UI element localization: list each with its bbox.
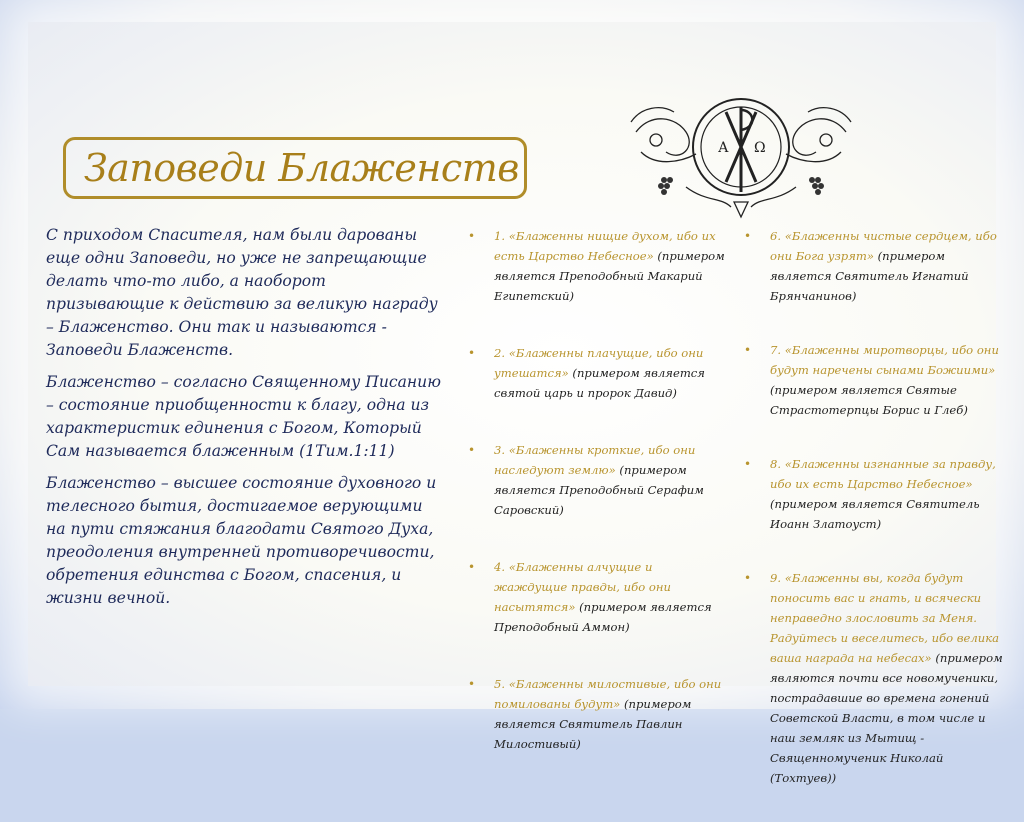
page-title: Заповеди Блаженств <box>84 146 519 190</box>
bullet-icon: • <box>468 677 476 691</box>
bullet-icon: • <box>744 343 752 357</box>
beatitudes-column-right <box>742 226 1004 822</box>
list-item: • 6. «Блаженны чистые сердцем, ибо они Бога узрят» (примером является Святитель Игнатий Брянчанинов) <box>742 226 1004 306</box>
chi-rho-emblem-icon <box>626 92 856 222</box>
list-item: • 9. «Блаженны вы, когда будут поносить вас и гнать, и всячески неправедно злословить за Меня. Радуйтесь и веселитесь, ибо велика ваша награда на небесах» (примером являются почти все новомученики, пострадавшие во времена гонений Советской Власти, в том числе и наш земляк из Мытищ - Священномученик Николай (Тохтуев)) <box>742 568 1004 788</box>
omega-letter: Ω <box>754 140 766 156</box>
bullet-icon: • <box>468 229 476 243</box>
beatitudes-column-left <box>466 226 728 791</box>
bullet-icon: • <box>744 229 752 243</box>
list-item: • 7. «Блаженны миротворцы, ибо они будут наречены сынами Божиими» (примером является Святые Страстотерпцы Борис и Глеб) <box>742 340 1004 420</box>
list-item: • 4. «Блаженны алчущие и жаждущие правды, ибо они насытятся» (примером является Преподобный Аммон) <box>466 557 728 637</box>
list-item: • 1. «Блаженны нищие духом, ибо их есть Царство Небесное» (примером является Преподобный Макарий Египетский) <box>466 226 728 306</box>
alpha-letter: А <box>718 140 729 156</box>
list-item: • 8. «Блаженны изгнанные за правду, ибо их есть Царство Небесное» (примером является Святитель Иоанн Златоуст) <box>742 454 1004 534</box>
bullet-icon: • <box>744 457 752 471</box>
title-frame <box>63 137 527 199</box>
list-item: • 2. «Блаженны плачущие, ибо они утешатся» (примером является святой царь и пророк Давид) <box>466 343 728 403</box>
list-item: • 5. «Блаженны милостивые, ибо они помилованы будут» (примером является Святитель Павлин Милостивый) <box>466 674 728 754</box>
intro-paragraph-3: Блаженство – высшее состояние духовного и телесного бытия, достигаемое верующими на пути стяжания благодати Святого Духа, преодоления внутренней противоречивости, обретения единства с Богом, спасения, и жизни вечной. <box>46 474 437 607</box>
bullet-icon: • <box>744 571 752 585</box>
intro-paragraph-1: С приходом Спасителя, нам были дарованы еще одни Заповеди, но уже не запрещающие делать что-то либо, а наоборот призывающие к действию за великую награду – Блаженство. Они так и называются - Заповеди Блаженств. <box>46 226 438 359</box>
intro-text <box>46 224 446 619</box>
bullet-icon: • <box>468 443 476 457</box>
list-item: • 3. «Блаженны кроткие, ибо они наследуют землю» (примером является Преподобный Серафим Саровский) <box>466 440 728 520</box>
bullet-icon: • <box>468 560 476 574</box>
bullet-icon: • <box>468 346 476 360</box>
intro-paragraph-2: Блаженство – согласно Священному Писанию – состояние приобщенности к благу, одна из характеристик единения с Богом, Который Сам называется блаженным (1Тим.1:11) <box>46 373 441 460</box>
